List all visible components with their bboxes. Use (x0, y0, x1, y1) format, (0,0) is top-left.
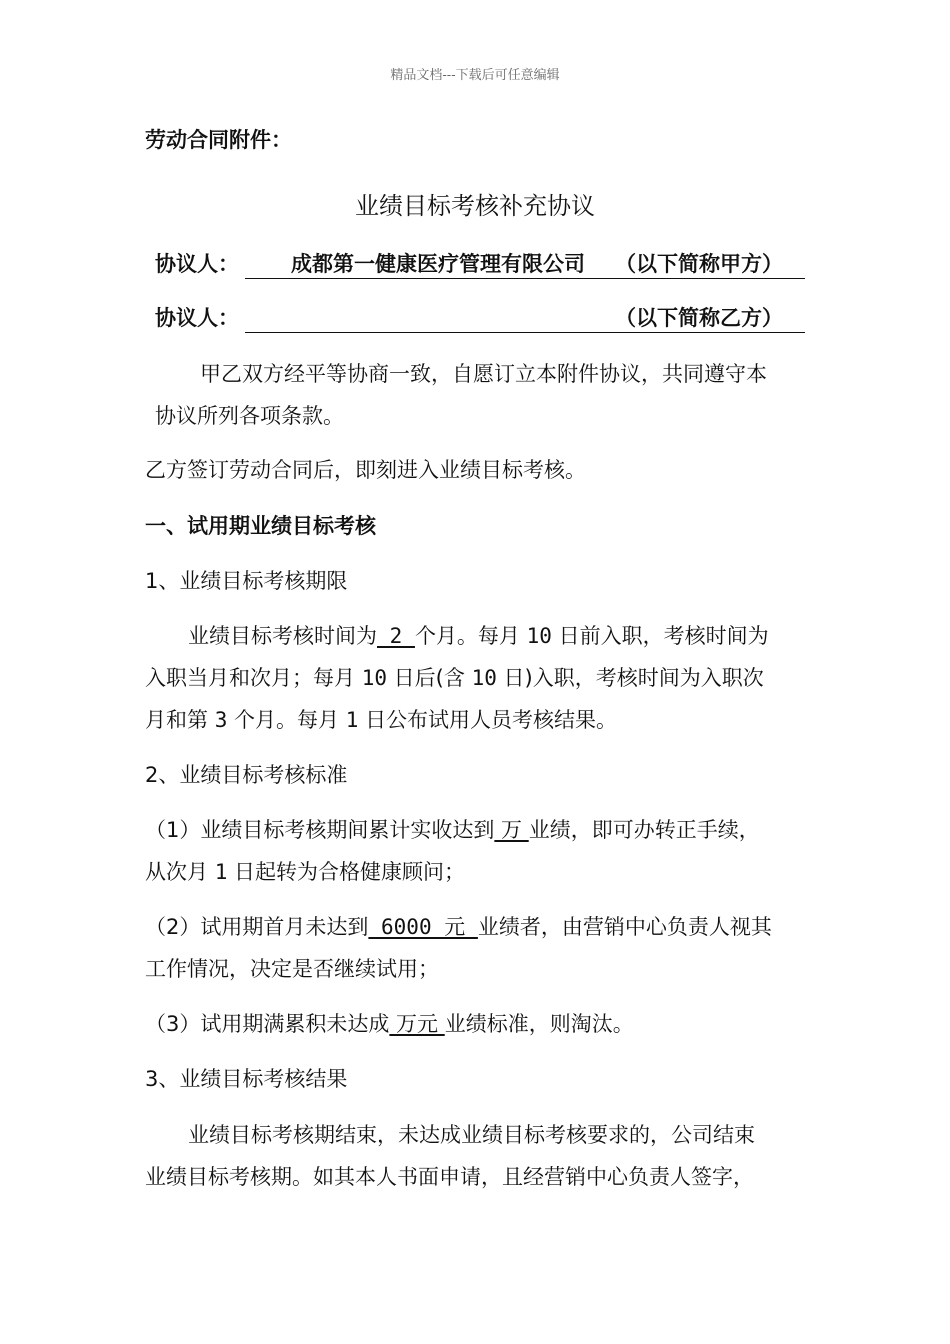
sub-2-title: 2、业绩目标考核标准 (145, 763, 348, 787)
standard-item-1-line-2 (145, 858, 465, 886)
standard-day-number: 1 (214, 860, 228, 884)
term-day-number: 10 (471, 666, 497, 690)
party-a-fill (245, 250, 805, 279)
term-text: 月和第 (145, 708, 208, 732)
sub-3-title: 3、业绩目标考核结果 (145, 1067, 348, 1091)
watermark-text: 精品文档---下载后可任意编辑 (390, 68, 560, 83)
sub-1-title: 1、业绩目标考核期限 (145, 569, 348, 593)
standard-item-3 (145, 1010, 634, 1038)
intro-line-1: 甲乙双方经平等协商一致，自愿订立本附件协议，共同遵守本 (200, 362, 767, 386)
agreement-title: 业绩目标考核补充协议 (355, 192, 595, 220)
result-line-1: 业绩目标考核期结束，未达成业绩目标考核要求的，公司结束 (188, 1123, 755, 1147)
standard-text: （1）业绩目标考核期间累计实收达到 (145, 818, 495, 842)
standard-2-blank: 6000 元 (368, 915, 478, 939)
term-text: 入职当月和次月；每月 (145, 666, 355, 690)
party-b-fill (245, 304, 805, 333)
term-text: 日)入职，考核时间为入职次 (503, 666, 764, 690)
term-text: 个月。每月 (414, 624, 520, 648)
term-text: 日后(含 (393, 666, 465, 690)
term-day-number: 10 (526, 624, 552, 648)
term-months-blank: 2 (377, 624, 415, 648)
term-line-3 (145, 706, 617, 734)
standard-text: 业绩，即可办转正手续， (528, 818, 760, 842)
party-b-label: 协议人： (155, 306, 239, 330)
party-a-line (155, 250, 805, 278)
party-a-label: 协议人： (155, 252, 239, 276)
term-day-number: 1 (345, 708, 359, 732)
standard-item-2-line-2: 工作情况，决定是否继续试用； (145, 957, 439, 981)
standard-text: 从次月 (145, 860, 208, 884)
term-day-number: 10 (361, 666, 387, 690)
term-text: 业绩目标考核时间为 (188, 624, 377, 648)
intro-line-2: 协议所列各项条款。 (155, 404, 344, 428)
party-a-abbr: （以下简称甲方） (615, 252, 783, 276)
standard-item-1-line-1 (145, 816, 760, 844)
term-text: 个月。每月 (234, 708, 340, 732)
party-b-line (155, 304, 805, 332)
document-heading: 劳动合同附件： (145, 128, 292, 152)
term-text: 日前入职，考核时间为 (558, 624, 769, 648)
party-a-company: 成都第一健康医疗管理有限公司 (291, 252, 585, 276)
standard-1-blank: 万 (494, 818, 529, 842)
section-1-title: 一、试用期业绩目标考核 (145, 514, 376, 538)
term-line-2 (145, 664, 764, 692)
standard-item-2-line-1 (145, 913, 772, 941)
term-line-1 (188, 622, 769, 650)
term-month-number: 3 (214, 708, 228, 732)
standard-text: 业绩标准，则淘汰。 (444, 1012, 634, 1036)
standard-text: 业绩者，由营销中心负责人视其 (477, 915, 772, 939)
standard-text: 日起转为合格健康顾问； (234, 860, 466, 884)
standard-3-blank: 万元 (389, 1012, 445, 1036)
result-line-2: 业绩目标考核期。如其本人书面申请，且经营销中心负责人签字， (145, 1165, 754, 1189)
standard-text: （3）试用期满累积未达成 (145, 1012, 390, 1036)
party-b-abbr: （以下简称乙方） (615, 306, 783, 330)
standard-text: （2）试用期首月未达到 (145, 915, 369, 939)
term-text: 日公布试用人员考核结果。 (365, 708, 618, 732)
start-note: 乙方签订劳动合同后，即刻进入业绩目标考核。 (145, 458, 586, 482)
